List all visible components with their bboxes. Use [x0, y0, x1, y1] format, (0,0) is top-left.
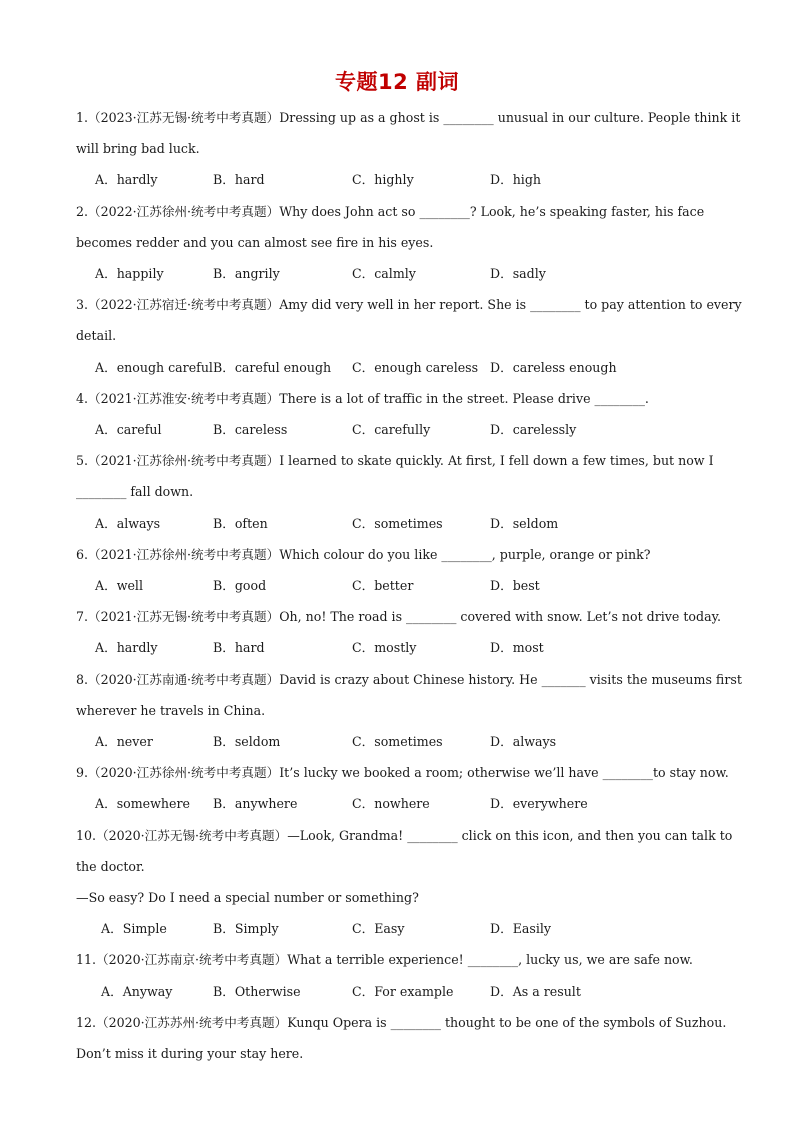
- option-d[interactable]: D．high: [490, 172, 542, 188]
- question-5-line: ________ fall down.: [76, 484, 194, 500]
- question-9-options: [0, 796, 794, 812]
- option-d[interactable]: D．carelessly: [490, 422, 577, 437]
- question-3-line: detail.: [76, 328, 117, 344]
- option-c[interactable]: C．nowhere: [352, 796, 430, 812]
- question-2-options: [0, 266, 794, 282]
- question-5-line: 5.（2021·江苏徐州·统考中考真题）I learned to skate quickly. At first, I fell down a few times, but now I: [76, 453, 714, 469]
- question-10-line: the doctor.: [76, 858, 145, 874]
- question-12-line: 12.（2020·江苏苏州·统考中考真题）Kunqu Opera is ________ thought to be one of the symbols of Suzhou.: [76, 1014, 727, 1030]
- option-b[interactable]: B．anywhere: [213, 796, 298, 812]
- question-10-line: 10.（2020·江苏无锡·统考中考真题）—Look, Grandma! ________ click on this icon, and then you can talk to: [76, 827, 733, 843]
- option-a[interactable]: A．enough careful: [95, 359, 213, 375]
- option-c[interactable]: C．mostly: [352, 640, 417, 656]
- question-3-options: [0, 360, 794, 376]
- question-4-line: 4.（2021·江苏淮安·统考中考真题）There is a lot of traffic in the street. Please drive ________.: [76, 390, 649, 406]
- question-11-line: 11.（2020·江苏南京·统考中考真题）What a terrible experience! ________, lucky us, we are safe now.: [76, 952, 693, 968]
- option-b[interactable]: B．careless: [213, 422, 288, 437]
- option-d[interactable]: D．seldom: [490, 515, 559, 531]
- option-d[interactable]: D．Easily: [490, 921, 552, 937]
- option-d[interactable]: D．everywhere: [490, 796, 588, 812]
- option-b[interactable]: B．seldom: [213, 734, 281, 749]
- question-9-line: 9.（2020·江苏徐州·统考中考真题）It’s lucky we booked a room; otherwise we’ll have ________to stay now.: [76, 765, 729, 781]
- option-c[interactable]: C．enough careless: [352, 359, 479, 375]
- option-b[interactable]: B．hard: [213, 172, 265, 188]
- option-d[interactable]: D．sadly: [490, 266, 546, 281]
- option-c[interactable]: C．For example: [352, 983, 454, 999]
- option-a[interactable]: A．never: [95, 734, 153, 749]
- option-a[interactable]: A．always: [95, 515, 161, 531]
- option-b[interactable]: B．angrily: [213, 266, 280, 281]
- option-c[interactable]: C．better: [352, 578, 414, 593]
- option-a[interactable]: A．somewhere: [95, 796, 190, 812]
- option-b[interactable]: B．good: [213, 578, 267, 593]
- option-a[interactable]: A．careful: [95, 422, 162, 437]
- question-3-line: 3.（2022·江苏宿迁·统考中考真题）Amy did very well in her report. She is ________ to pay attention to every: [76, 297, 742, 313]
- question-1-line: 1.（2023·江苏无锡·统考中考真题）Dressing up as a ghost is ________ unusual in our culture. People think it: [76, 110, 741, 125]
- question-2-line: becomes redder and you can almost see fire in his eyes.: [76, 234, 434, 250]
- question-8-options: [0, 734, 794, 750]
- option-d[interactable]: D．always: [490, 734, 557, 749]
- option-c[interactable]: C．Easy: [352, 921, 405, 937]
- option-a[interactable]: A．hardly: [95, 172, 158, 188]
- page-title: 专题12 副词: [334, 70, 460, 94]
- option-b[interactable]: B．Otherwise: [213, 983, 301, 999]
- question-1-line: will bring bad luck.: [76, 141, 200, 157]
- option-a[interactable]: A．Simple: [101, 921, 167, 937]
- option-a[interactable]: A．happily: [95, 266, 164, 281]
- option-c[interactable]: C．highly: [352, 172, 414, 188]
- question-10-line: —So easy? Do I need a special number or something?: [76, 890, 419, 905]
- option-c[interactable]: C．calmly: [352, 266, 416, 281]
- question-1-options: [0, 172, 794, 188]
- option-d[interactable]: D．best: [490, 578, 540, 593]
- question-6-options: [0, 578, 794, 594]
- question-7-line: 7.（2021·江苏无锡·统考中考真题）Oh, no! The road is ________ covered with snow. Let’s not drive today.: [76, 609, 722, 625]
- question-4-options: [0, 422, 794, 438]
- question-5-options: [0, 516, 794, 532]
- option-d[interactable]: D．careless enough: [490, 359, 617, 375]
- option-c[interactable]: C．sometimes: [352, 515, 443, 531]
- option-d[interactable]: D．As a result: [490, 983, 581, 999]
- question-12-line: Don’t miss it during your stay here.: [76, 1046, 304, 1061]
- question-8-line: wherever he travels in China.: [76, 702, 266, 718]
- option-a[interactable]: A．well: [95, 578, 143, 593]
- question-10-options: [0, 921, 794, 937]
- option-d[interactable]: D．most: [490, 640, 544, 656]
- option-a[interactable]: A．Anyway: [101, 983, 173, 999]
- question-11-options: [0, 984, 794, 1000]
- option-c[interactable]: C．carefully: [352, 422, 431, 437]
- option-b[interactable]: B．careful enough: [213, 359, 332, 375]
- question-2-line: 2.（2022·江苏徐州·统考中考真题）Why does John act so ________? Look, he’s speaking faster, his face: [76, 203, 705, 219]
- option-a[interactable]: A．hardly: [95, 640, 158, 656]
- option-b[interactable]: B．hard: [213, 640, 265, 656]
- question-7-options: [0, 640, 794, 656]
- option-b[interactable]: B．often: [213, 515, 268, 531]
- question-6-line: 6.（2021·江苏徐州·统考中考真题）Which colour do you like ________, purple, orange or pink?: [76, 546, 651, 562]
- question-8-line: 8.（2020·江苏南通·统考中考真题）David is crazy about Chinese history. He _______ visits the museums first: [76, 671, 742, 687]
- option-b[interactable]: B．Simply: [213, 921, 279, 937]
- option-c[interactable]: C．sometimes: [352, 734, 443, 749]
